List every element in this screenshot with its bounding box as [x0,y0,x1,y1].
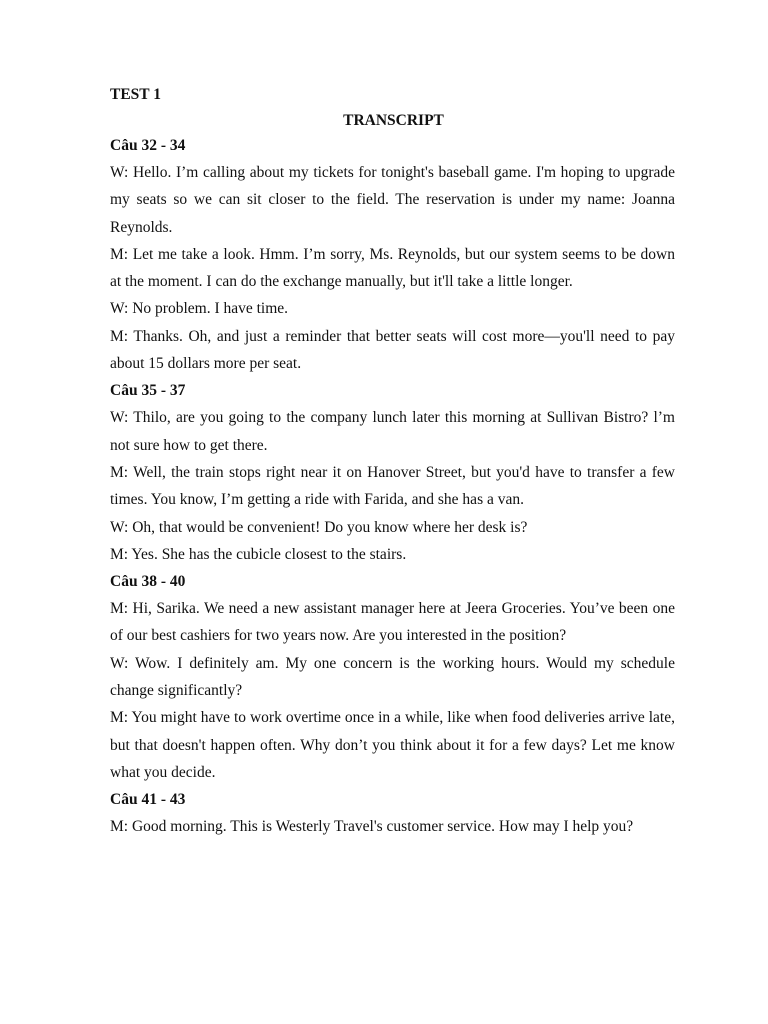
document-page [110,84,675,841]
dialogue-line: W: Wow. I definitely am. My one concern is the working hours. Would my schedule change significantly? [110,654,675,700]
dialogue-line: M: Yes. She has the cubicle closest to the stairs. [110,545,407,563]
dialogue-line: M: Hi, Sarika. We need a new assistant manager here at Jeera Groceries. You’ve been one of our best cashiers for two years now. Are you interested in the position? [110,600,675,645]
dialogue-line: M: You might have to work overtime once in a while, like when food deliveries arrive late, but that doesn't happen often. Why don’t you think about it for a few days? Let me know what you decide. [110,709,675,781]
dialogue-line: W: Oh, that would be convenient! Do you know where her desk is? [110,518,528,536]
section-heading: Câu 38 - 40 [110,573,186,591]
section-heading: Câu 41 - 43 [110,791,186,809]
dialogue-line: M: Good morning. This is Westerly Travel's customer service. How may I help you? [110,818,634,836]
dialogue-line: W: Hello. I’m calling about my tickets for tonight's baseball game. I'm hoping to upgrade my seats so we can sit closer to the field. The reservation is under my name: Joanna Reynolds. [110,164,675,236]
section-heading: Câu 32 - 34 [110,137,186,154]
dialogue-line: M: Thanks. Oh, and just a reminder that better seats will cost more—you'll need to pay about 15 dollars more per seat. [110,327,675,373]
dialogue-line: M: Let me take a look. Hmm. I’m sorry, Ms. Reynolds, but our system seems to be down at the moment. I can do the exchange manually, but it'll take a little longer. [110,245,675,291]
document-title: TRANSCRIPT [343,112,444,129]
dialogue-line: W: Thilo, are you going to the company lunch later this morning at Sullivan Bistro? l’m not sure how to get there. [110,409,675,454]
section-heading: Câu 35 - 37 [110,382,186,400]
test-label: TEST 1 [110,86,161,103]
dialogue-line: M: Well, the train stops right near it on Hanover Street, but you'd have to transfer a few times. You know, I’m getting a ride with Farida, and she has a van. [110,463,675,509]
dialogue-line: W: No problem. I have time. [110,300,289,318]
